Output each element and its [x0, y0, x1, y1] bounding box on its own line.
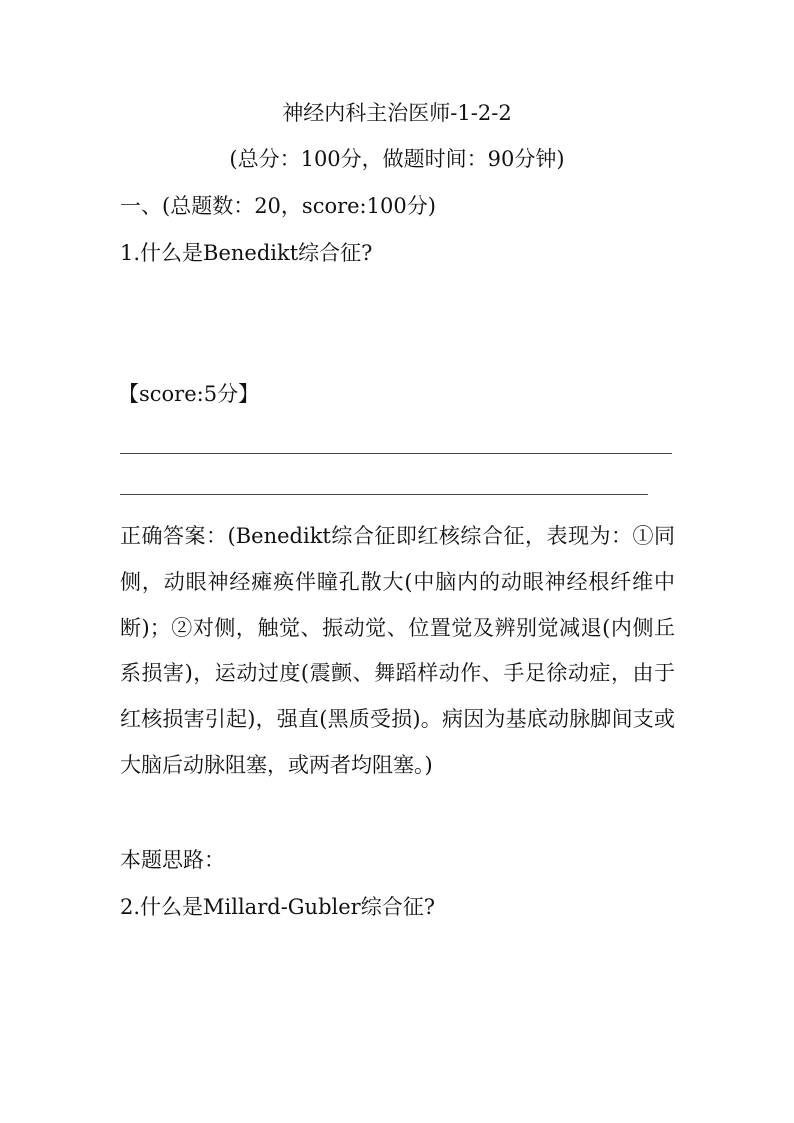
- document-subtitle: (总分：100分，做题时间：90分钟): [229, 147, 565, 171]
- question-1-score: 【score:5分】: [118, 382, 260, 406]
- question-2: 2.什么是Millard-Gubler综合征?: [120, 895, 435, 919]
- answer-line-1: [120, 453, 672, 454]
- question-1-hint: 本题思路：: [120, 848, 225, 872]
- question-1: 1.什么是Benedikt综合征?: [120, 241, 373, 265]
- answer-line-2: [120, 494, 648, 495]
- question-1-answer: 正确答案：(Benedikt综合征即红核综合征，表现为：①同侧，动眼神经瘫痪伴瞳孔散大(中脑内的动眼神经根纤维中断)；②对侧，触觉、振动觉、位置觉及辨别觉减退(内侧丘系损害)，运动过度(震颤、舞蹈样动作、手足徐动症，由于红核损害引起)，强直(黑质受损)。病因为基底动脉脚间支或大脑后动脉阻塞，或两者均阻塞。): [120, 524, 675, 777]
- document-title: 神经内科主治医师-1-2-2: [282, 101, 512, 125]
- section-heading: 一、(总题数：20，score:100分): [120, 194, 436, 218]
